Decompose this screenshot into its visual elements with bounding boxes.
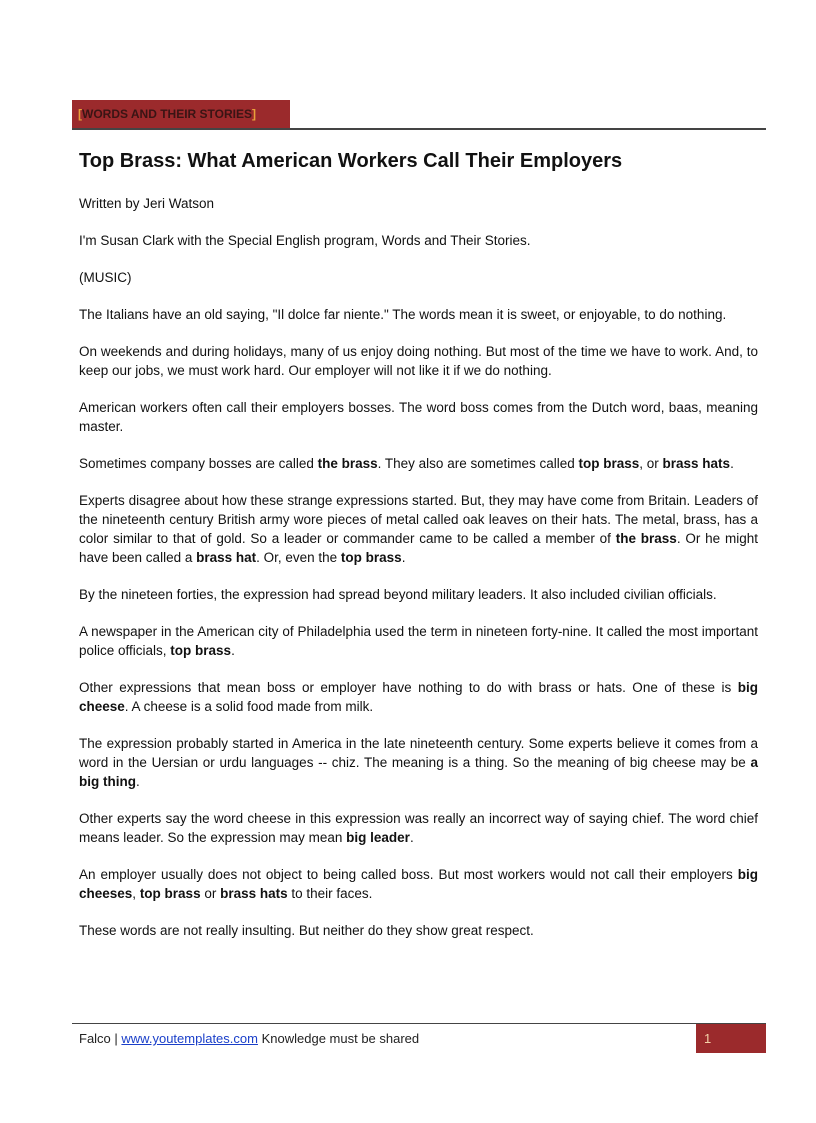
text-run: . bbox=[401, 550, 406, 565]
page-number-badge bbox=[696, 1024, 766, 1053]
bold-phrase: top brass bbox=[578, 456, 640, 471]
text-run: , bbox=[132, 886, 140, 901]
page-number: 1 bbox=[704, 1031, 712, 1046]
paragraph bbox=[79, 454, 758, 473]
text-run: to their faces. bbox=[287, 886, 373, 901]
paragraph bbox=[79, 734, 758, 791]
paragraph bbox=[79, 622, 758, 660]
text-run: Experts disagree about how these strange expressions started. But, they may have come from Britain. Leaders of the nineteenth century British army wore pieces of metal called oak leaves on their hats. The metal, brass, has a color similar to that of gold. So a leader or commander came to be called a member of bbox=[79, 493, 758, 546]
page-title: Top Brass: What American Workers Call Their Employers bbox=[79, 150, 623, 172]
text-run: or bbox=[200, 886, 221, 901]
bold-phrase: top brass bbox=[340, 550, 402, 565]
bold-phrase: brass hats bbox=[220, 886, 288, 901]
section-header-label: WORDS AND THEIR STORIES bbox=[82, 107, 253, 121]
footer-divider bbox=[72, 1023, 766, 1024]
paragraph bbox=[79, 585, 758, 604]
text-run: The expression probably started in America in the late nineteenth century. Some experts believe it comes from a word in the Uersian or urdu languages -- chiz. The meaning is a thing. So the meaning of big cheese may be bbox=[79, 736, 758, 770]
paragraph bbox=[79, 268, 758, 287]
text-run: . Or he might have been called a bbox=[79, 531, 759, 565]
bold-phrase: big cheese bbox=[79, 680, 758, 714]
paragraph-list bbox=[79, 231, 758, 940]
text-run: . bbox=[730, 456, 734, 471]
text-run: . bbox=[409, 830, 414, 845]
byline: Written by Jeri Watson bbox=[79, 196, 215, 211]
bold-phrase: big cheeses bbox=[79, 867, 758, 901]
bold-phrase: brass hats bbox=[662, 456, 731, 471]
text-run: . bbox=[135, 774, 140, 789]
footer-author: Falco | bbox=[79, 1031, 118, 1046]
text-run: Sometimes company bosses are called bbox=[79, 456, 318, 471]
footer-link[interactable]: www.youtemplates.com bbox=[121, 1031, 258, 1046]
text-run: The Italians have an old saying, "Il dolce far niente." The words mean it is sweet, or enjoyable, to do nothing. bbox=[79, 307, 727, 322]
article-body bbox=[79, 194, 758, 958]
bold-phrase: top brass bbox=[139, 886, 201, 901]
text-run: Other experts say the word cheese in this expression was really an incorrect way of saying chief. The word chief means leader. So the expression may mean bbox=[79, 811, 758, 845]
text-run: . bbox=[231, 643, 235, 658]
paragraph bbox=[79, 921, 758, 940]
paragraph bbox=[79, 231, 758, 250]
text-run: . Or, even the bbox=[256, 550, 341, 565]
text-run: . They also are sometimes called bbox=[377, 456, 579, 471]
paragraph bbox=[79, 865, 758, 903]
paragraph bbox=[79, 809, 758, 847]
text-run: An employer usually does not object to being called boss. But most workers would not call their employers bbox=[79, 867, 738, 882]
paragraph bbox=[79, 491, 758, 567]
text-run: . A cheese is a solid food made from milk. bbox=[124, 699, 374, 714]
text-run: (MUSIC) bbox=[79, 270, 132, 285]
header-divider bbox=[72, 128, 766, 130]
bold-phrase: a big thing bbox=[79, 755, 758, 789]
text-run: A newspaper in the American city of Philadelphia used the term in nineteen forty-nine. It called the most important police officials, bbox=[79, 624, 758, 658]
bold-phrase: brass hat bbox=[196, 550, 257, 565]
text-run: Other expressions that mean boss or employer have nothing to do with brass or hats. One of these is bbox=[79, 680, 738, 695]
header-open-bracket: [ bbox=[78, 107, 82, 121]
paragraph bbox=[79, 342, 758, 380]
text-run: I'm Susan Clark with the Special English program, Words and Their Stories. bbox=[79, 233, 531, 248]
footer-tagline: Knowledge must be shared bbox=[261, 1031, 420, 1046]
bold-phrase: top brass bbox=[170, 643, 232, 658]
paragraph bbox=[79, 305, 758, 324]
section-header-tab bbox=[72, 100, 290, 130]
text-run: On weekends and during holidays, many of us enjoy doing nothing. But most of the time we have to work. And, to keep our jobs, we must work hard. Our employer will not like it if we do nothing. bbox=[79, 344, 758, 378]
paragraph bbox=[79, 678, 758, 716]
text-run: , or bbox=[639, 456, 663, 471]
footer bbox=[79, 1031, 419, 1046]
paragraph bbox=[79, 398, 758, 436]
header-close-bracket: ] bbox=[252, 107, 257, 121]
text-run: By the nineteen forties, the expression had spread beyond military leaders. It also included civilian officials. bbox=[79, 587, 717, 602]
bold-phrase: big leader bbox=[346, 830, 410, 845]
bold-phrase: the brass bbox=[317, 456, 378, 471]
bold-phrase: the brass bbox=[615, 531, 677, 546]
text-run: These words are not really insulting. But neither do they show great respect. bbox=[79, 923, 534, 938]
text-run: American workers often call their employers bosses. The word boss comes from the Dutch word, baas, meaning master. bbox=[79, 400, 758, 434]
